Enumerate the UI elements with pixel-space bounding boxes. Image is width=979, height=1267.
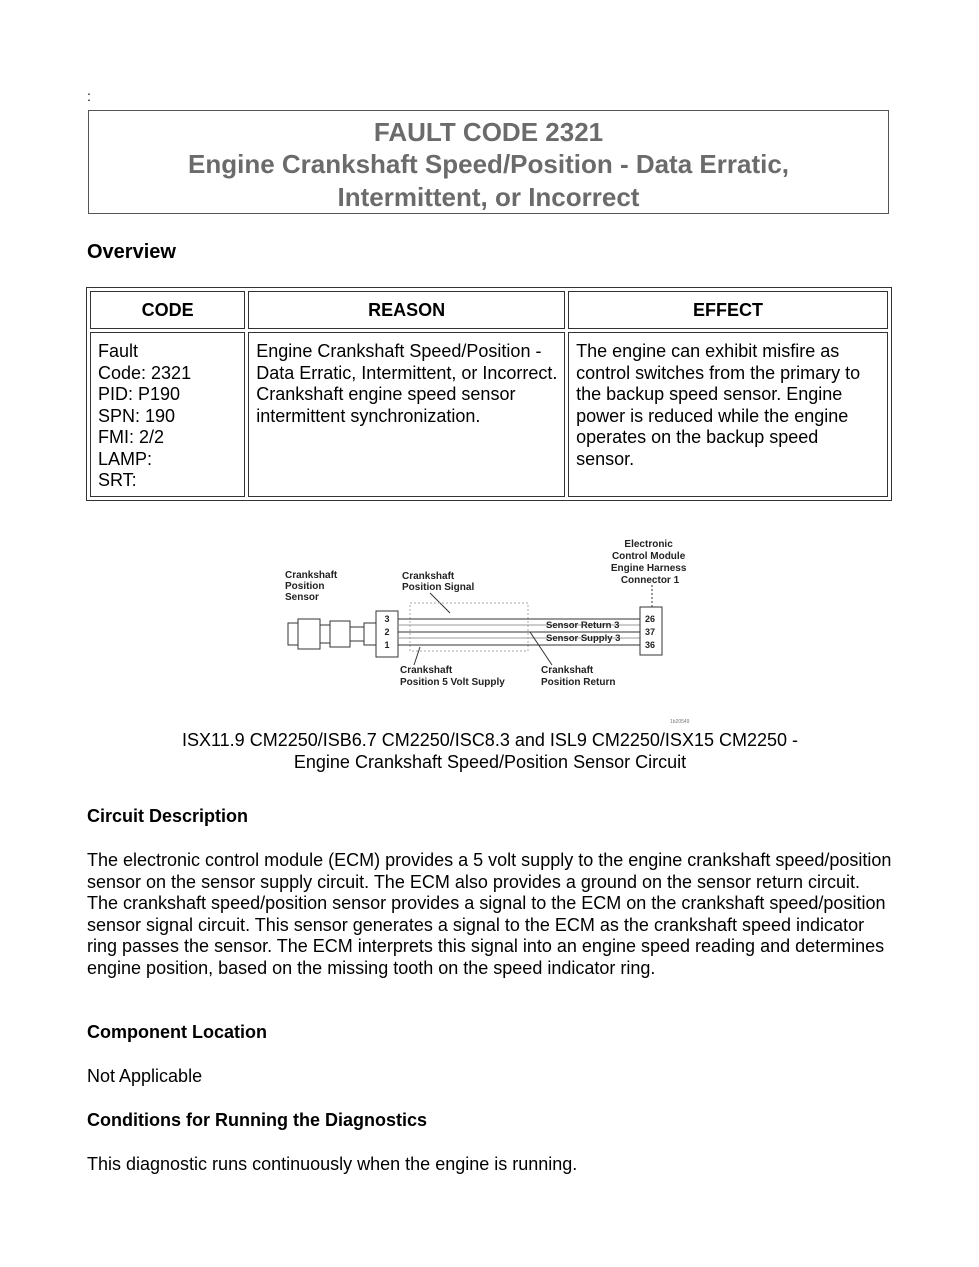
sensor-supply-label: Sensor Supply 3 [546,633,621,644]
svg-text:37: 37 [644,627,656,637]
code-cell [90,332,245,497]
leading-mark: : [87,88,91,104]
code-line: SRT: [98,470,137,490]
circuit-description-text: The electronic control module (ECM) provides a 5 volt supply to the engine crankshaft speed/position sensor on the sensor supply circuit. The ECM also provides a ground on the sensor return circuit. The crankshaft speed/position sensor provides a signal to the ECM on the crankshaft speed/position sensor signal circuit. This sensor generates a signal to the ECM as the crankshaft speed indicator ring passes the sensor. The ECM interprets this signal into an engine speed reading and determines engine position, based on the missing tooth on the speed indicator ring. [87,850,892,978]
ecm-pins [645,614,655,650]
sensor-pins [384,614,389,650]
svg-text:36: 36 [644,640,656,650]
sensor-circuit-diagram [280,535,700,725]
code-line: FMI: 2/2 [98,427,165,447]
header-effect: EFFECT [568,291,888,329]
figure-caption [90,729,890,773]
header-reason: REASON [248,291,565,329]
table-row [90,332,888,497]
fault-description-line2: Intermittent, or Incorrect [337,182,640,212]
caption-line1: ISX11.9 CM2250/ISB6.7 CM2250/ISC8.3 and ISL9 CM2250/ISX15 CM2250 - [181,730,799,750]
code-line: Code: 2321 [98,362,192,383]
component-location-heading: Component Location [87,1022,267,1042]
header-code: CODE [90,291,245,329]
svg-text:2: 2 [384,627,390,637]
figure-id: 1b20549 [670,719,690,725]
volt-supply-label: Crankshaft Position 5 Volt Supply [400,665,505,688]
conditions-text: This diagnostic runs continuously when the engine is running. [87,1154,578,1174]
code-line: PID: P190 [98,384,181,404]
fault-code-title: FAULT CODE 2321 [373,117,604,147]
supply-leader-line [414,647,420,665]
fault-description-line1: Engine Crankshaft Speed/Position - Data Erratic, [187,149,790,179]
table-header-row [90,291,888,329]
sensor-return-label: Sensor Return 3 [546,620,620,631]
code-line: Fault [98,341,139,361]
conditions-heading: Conditions for Running the Diagnostics [87,1110,427,1130]
svg-text:3: 3 [384,614,390,624]
code-line: SPN: 190 [98,405,176,426]
fault-code-table [86,287,892,501]
position-return-label: Crankshaft Position Return [541,665,616,688]
ecm-label: Electronic Control Module Engine Harness Connector 1 [610,539,687,586]
position-signal-label: Crankshaft Position Signal [402,571,475,593]
sensor-label: Crankshaft Position Sensor [285,570,338,603]
reason-cell: Engine Crankshaft Speed/Position - Data Erratic, Intermittent, or Incorrect. Crankshaft engine speed sensor intermittent synchronization. [248,332,565,497]
caption-line2: Engine Crankshaft Speed/Position Sensor Circuit [293,752,687,772]
svg-text:1: 1 [384,640,390,650]
title-box [88,110,889,214]
code-line: LAMP: [98,448,153,469]
effect-cell: The engine can exhibit misfire as control switches from the primary to the backup speed sensor. Engine power is reduced while the engine operates on the backup speed sensor. [568,332,888,497]
harness-outline [410,603,528,651]
overview-heading: Overview [87,241,176,263]
circuit-description-heading: Circuit Description [87,806,249,826]
component-location-text: Not Applicable [87,1066,203,1086]
svg-text:26: 26 [644,614,656,624]
